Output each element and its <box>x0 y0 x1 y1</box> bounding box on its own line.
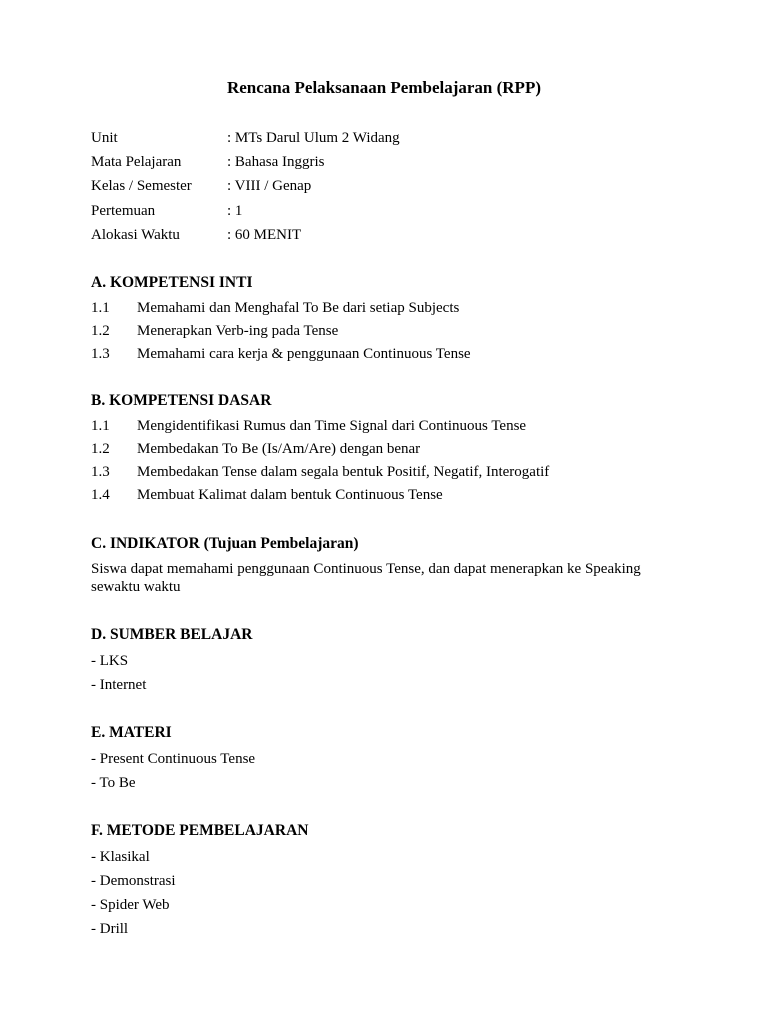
info-value: : 1 <box>227 203 243 219</box>
info-value: : Bahasa Inggris <box>227 154 325 170</box>
item-number: 1.3 <box>91 464 110 480</box>
item-number: 1.2 <box>91 441 110 457</box>
item-text: Membuat Kalimat dalam bentuk Continuous Tense <box>137 487 443 503</box>
info-label: Unit <box>91 130 118 146</box>
section-heading-metode-pembelajaran: F. METODE PEMBELAJARAN <box>91 822 309 839</box>
item-number: 1.3 <box>91 346 110 362</box>
item-number: 1.1 <box>91 300 110 316</box>
section-heading-materi: E. MATERI <box>91 724 172 741</box>
item-text: Memahami dan Menghafal To Be dari setiap Subjects <box>137 300 460 316</box>
info-value: : 60 MENIT <box>227 227 302 243</box>
list-item: - LKS <box>91 653 129 669</box>
section-heading-kompetensi-inti: A. KOMPETENSI INTI <box>91 274 253 291</box>
list-item: - Spider Web <box>91 897 170 913</box>
section-heading-indikator: C. INDIKATOR (Tujuan Pembelajaran) <box>91 535 359 552</box>
list-item: - To Be <box>91 775 136 791</box>
item-number: 1.2 <box>91 323 110 339</box>
info-label: Kelas / Semester <box>91 178 192 194</box>
item-text: Mengidentifikasi Rumus dan Time Signal dari Continuous Tense <box>137 418 527 434</box>
item-text: Memahami cara kerja & penggunaan Continuous Tense <box>137 346 471 362</box>
item-text: Membedakan Tense dalam segala bentuk Positif, Negatif, Interogatif <box>137 464 550 480</box>
info-value: : MTs Darul Ulum 2 Widang <box>227 130 400 146</box>
info-label: Mata Pelajaran <box>91 154 182 170</box>
indikator-paragraph: Siswa dapat memahami penggunaan Continuous Tense, dan dapat menerapkan ke Speaking sewaktu waktu <box>91 561 641 595</box>
item-text: Menerapkan Verb-ing pada Tense <box>137 323 339 339</box>
section-heading-kompetensi-dasar: B. KOMPETENSI DASAR <box>91 392 272 409</box>
list-item: - Drill <box>91 921 129 937</box>
list-item: - Present Continuous Tense <box>91 751 256 767</box>
list-item: - Demonstrasi <box>91 873 176 889</box>
list-item: - Internet <box>91 677 147 693</box>
item-number: 1.1 <box>91 418 110 434</box>
item-text: Membedakan To Be (Is/Am/Are) dengan benar <box>137 441 421 457</box>
info-label: Alokasi Waktu <box>91 227 180 243</box>
item-number: 1.4 <box>91 487 110 503</box>
section-heading-sumber-belajar: D. SUMBER BELAJAR <box>91 626 253 643</box>
info-value: : VIII / Genap <box>227 178 312 194</box>
info-label: Pertemuan <box>91 203 156 219</box>
list-item: - Klasikal <box>91 849 150 865</box>
document-title: Rencana Pelaksanaan Pembelajaran (RPP) <box>226 78 541 97</box>
